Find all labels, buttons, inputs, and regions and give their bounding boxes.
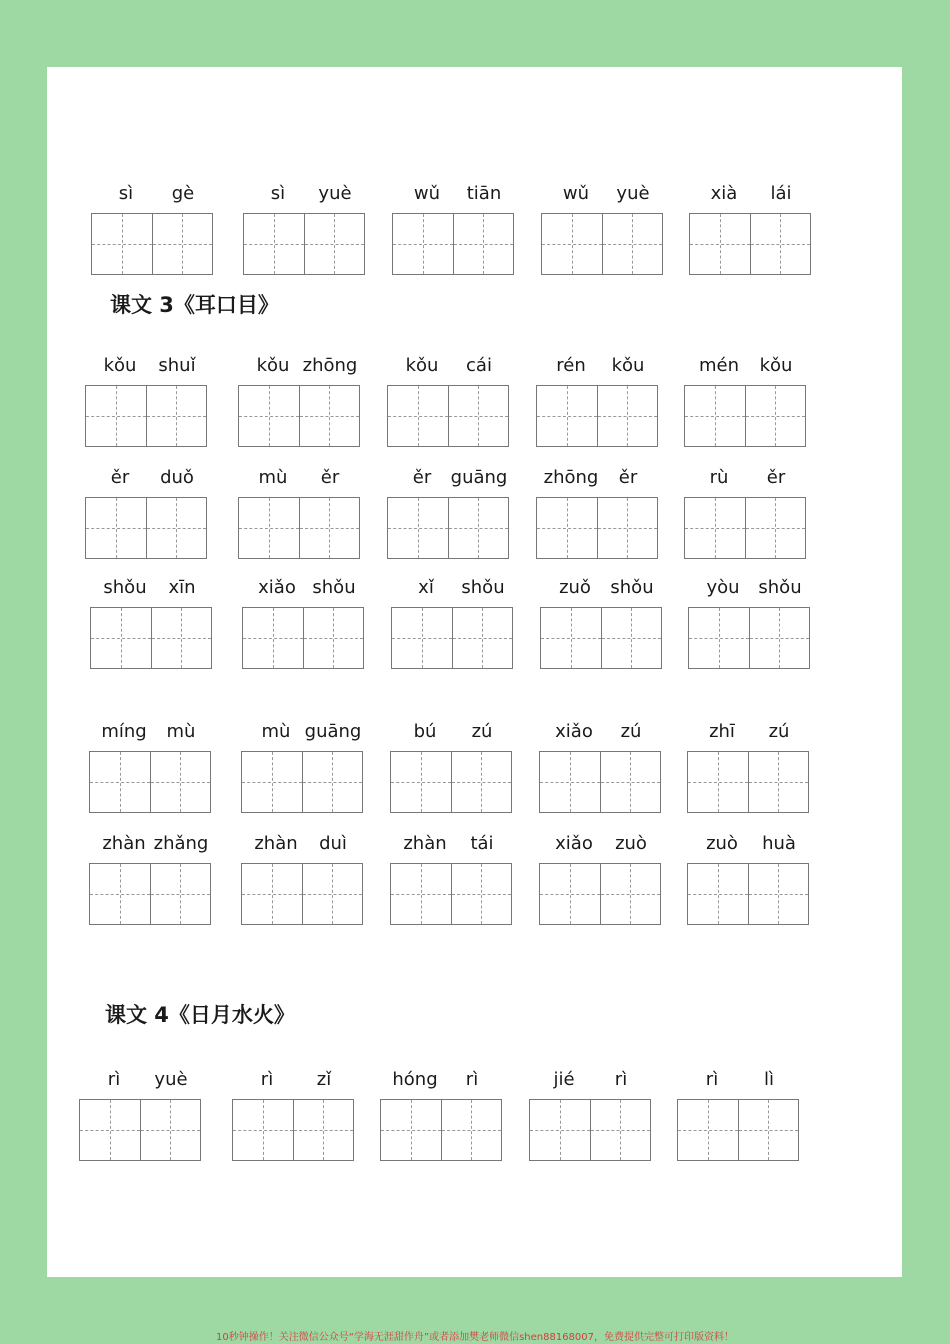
writing-cell[interactable] <box>242 864 302 924</box>
word-writing-box <box>540 575 662 667</box>
writing-cell[interactable] <box>91 608 151 668</box>
pinyin-syllable: kǒu <box>405 355 439 376</box>
pinyin-syllable: ěr <box>766 467 786 488</box>
pinyin-syllable: rén <box>556 355 586 376</box>
writing-cell[interactable] <box>590 1100 651 1160</box>
pinyin-syllable: zuò <box>706 833 738 854</box>
writing-cell[interactable] <box>92 214 152 274</box>
writing-cell[interactable] <box>242 752 302 812</box>
pinyin-syllable: zhī <box>709 721 735 742</box>
writing-cell[interactable] <box>388 498 448 558</box>
word-writing-box <box>79 1067 201 1159</box>
pinyin-syllable: zuǒ <box>559 577 591 598</box>
writing-cell[interactable] <box>302 864 363 924</box>
pinyin-syllable: zhàn <box>102 833 146 854</box>
pinyin-syllable: huà <box>762 833 796 854</box>
worksheet-page <box>47 67 902 1277</box>
pinyin-syllable: mén <box>698 355 740 376</box>
pinyin-syllable: rì <box>705 1069 719 1090</box>
tianzige-grid <box>238 385 360 447</box>
pinyin-syllable: mù <box>258 467 288 488</box>
tianzige-grid <box>89 863 211 925</box>
writing-cell[interactable] <box>689 608 749 668</box>
writing-cell[interactable] <box>750 214 811 274</box>
writing-cell[interactable] <box>299 386 360 446</box>
word-writing-box <box>529 1067 651 1159</box>
pinyin-syllable: yuè <box>318 183 352 204</box>
pinyin-syllable: yòu <box>706 577 740 598</box>
tianzige-grid <box>540 607 662 669</box>
writing-cell[interactable] <box>239 386 299 446</box>
writing-cell[interactable] <box>597 498 658 558</box>
tianzige-grid <box>380 1099 502 1161</box>
writing-cell[interactable] <box>745 386 806 446</box>
pinyin-syllable: bú <box>413 721 437 742</box>
pinyin-syllable: ěr <box>320 467 340 488</box>
writing-cell[interactable] <box>537 498 597 558</box>
pinyin-syllable: hóng <box>392 1069 438 1090</box>
pinyin-syllable: ěr <box>618 467 638 488</box>
tianzige-grid <box>391 607 513 669</box>
writing-cell[interactable] <box>392 608 452 668</box>
writing-cell[interactable] <box>302 752 363 812</box>
word-writing-box <box>536 465 658 557</box>
writing-cell[interactable] <box>441 1100 502 1160</box>
word-writing-box <box>85 353 207 445</box>
pinyin-syllable: yuè <box>616 183 650 204</box>
word-writing-box <box>684 465 806 557</box>
pinyin-syllable: zú <box>768 721 790 742</box>
writing-cell[interactable] <box>151 608 212 668</box>
word-writing-box <box>687 831 809 923</box>
word-writing-box <box>677 1067 799 1159</box>
pinyin-syllable: duǒ <box>160 467 194 488</box>
writing-cell[interactable] <box>688 864 748 924</box>
pinyin-syllable: lái <box>770 183 792 204</box>
tianzige-grid <box>79 1099 201 1161</box>
writing-cell[interactable] <box>540 752 600 812</box>
writing-cell[interactable] <box>451 752 512 812</box>
writing-cell[interactable] <box>146 498 207 558</box>
tianzige-grid <box>687 751 809 813</box>
tianzige-grid <box>539 863 661 925</box>
pinyin-syllable: xiǎo <box>555 833 593 854</box>
pinyin-syllable: mù <box>261 721 291 742</box>
pinyin-syllable: shǒu <box>312 577 356 598</box>
word-writing-box <box>241 719 363 811</box>
tianzige-grid <box>90 607 212 669</box>
pinyin-syllable: míng <box>101 721 147 742</box>
writing-cell[interactable] <box>745 498 806 558</box>
tianzige-grid <box>85 497 207 559</box>
writing-cell[interactable] <box>748 752 809 812</box>
writing-cell[interactable] <box>304 214 365 274</box>
tianzige-grid <box>677 1099 799 1161</box>
writing-cell[interactable] <box>233 1100 293 1160</box>
tianzige-grid <box>241 863 363 925</box>
writing-cell[interactable] <box>738 1100 799 1160</box>
pinyin-syllable: kǒu <box>256 355 290 376</box>
pinyin-syllable: jié <box>553 1069 575 1090</box>
writing-cell[interactable] <box>678 1100 738 1160</box>
writing-cell[interactable] <box>90 752 150 812</box>
pinyin-syllable: zú <box>471 721 493 742</box>
tianzige-grid <box>687 863 809 925</box>
pinyin-syllable: xiǎo <box>555 721 593 742</box>
tianzige-grid <box>688 607 810 669</box>
pinyin-syllable: yuè <box>154 1069 188 1090</box>
pinyin-syllable: zǐ <box>316 1069 332 1090</box>
writing-cell[interactable] <box>86 498 146 558</box>
pinyin-syllable: wǔ <box>413 183 441 204</box>
pinyin-syllable: kǒu <box>759 355 793 376</box>
pinyin-syllable: zhàn <box>254 833 298 854</box>
writing-cell[interactable] <box>448 386 509 446</box>
writing-cell[interactable] <box>448 498 509 558</box>
writing-cell[interactable] <box>391 864 451 924</box>
tianzige-grid <box>91 213 213 275</box>
pinyin-syllable: zuò <box>615 833 647 854</box>
tianzige-grid <box>390 751 512 813</box>
writing-cell[interactable] <box>388 386 448 446</box>
word-writing-box <box>684 353 806 445</box>
tianzige-grid <box>89 751 211 813</box>
writing-cell[interactable] <box>90 864 150 924</box>
word-writing-box <box>243 181 365 273</box>
tianzige-grid <box>242 607 364 669</box>
pinyin-syllable: kǒu <box>103 355 137 376</box>
writing-cell[interactable] <box>600 864 661 924</box>
word-writing-box <box>390 719 512 811</box>
word-writing-box <box>387 353 509 445</box>
tianzige-grid <box>243 213 365 275</box>
section-title-lesson-4: 课文 4《日月水火》 <box>105 1003 295 1027</box>
writing-cell[interactable] <box>600 752 661 812</box>
writing-cell[interactable] <box>530 1100 590 1160</box>
pinyin-syllable: sì <box>118 183 134 204</box>
writing-cell[interactable] <box>391 752 451 812</box>
writing-cell[interactable] <box>243 608 303 668</box>
footer-note: 10秒钟操作！关注微信公众号“学海无涯甜作舟”或者添加樊老师微信shen88168007，免费提供完整可打印版资料！ <box>215 1332 735 1343</box>
writing-cell[interactable] <box>299 498 360 558</box>
word-writing-box <box>238 465 360 557</box>
pinyin-syllable: tiān <box>466 183 502 204</box>
writing-cell[interactable] <box>393 214 453 274</box>
writing-cell[interactable] <box>86 386 146 446</box>
word-writing-box <box>391 575 513 667</box>
pinyin-syllable: rì <box>614 1069 628 1090</box>
word-writing-box <box>85 465 207 557</box>
pinyin-syllable: zhōng <box>302 355 358 376</box>
pinyin-syllable: mù <box>166 721 196 742</box>
pinyin-syllable: guāng <box>450 467 508 488</box>
pinyin-syllable: ěr <box>412 467 432 488</box>
writing-cell[interactable] <box>690 214 750 274</box>
writing-cell[interactable] <box>453 214 514 274</box>
section-title-lesson-3: 课文 3《耳口目》 <box>110 293 279 317</box>
tianzige-grid <box>232 1099 354 1161</box>
pinyin-syllable: sì <box>270 183 286 204</box>
writing-cell[interactable] <box>150 864 211 924</box>
tianzige-grid <box>85 385 207 447</box>
pinyin-syllable: ěr <box>110 467 130 488</box>
pinyin-syllable: lì <box>763 1069 775 1090</box>
writing-cell[interactable] <box>239 498 299 558</box>
word-writing-box <box>689 181 811 273</box>
pinyin-syllable: guāng <box>304 721 362 742</box>
tianzige-grid <box>684 497 806 559</box>
pinyin-syllable: zhǎng <box>153 833 209 854</box>
writing-cell[interactable] <box>688 752 748 812</box>
pinyin-syllable: gè <box>171 183 195 204</box>
pinyin-syllable: tái <box>470 833 494 854</box>
pinyin-syllable: xǐ <box>418 577 434 598</box>
word-writing-box <box>536 353 658 445</box>
pinyin-syllable: shǒu <box>461 577 505 598</box>
writing-cell[interactable] <box>244 214 304 274</box>
pinyin-syllable: xià <box>710 183 738 204</box>
writing-cell[interactable] <box>537 386 597 446</box>
word-writing-box <box>89 831 211 923</box>
pinyin-syllable: shuǐ <box>158 355 196 376</box>
word-writing-box <box>688 575 810 667</box>
word-writing-box <box>90 575 212 667</box>
word-writing-box <box>687 719 809 811</box>
writing-cell[interactable] <box>597 386 658 446</box>
writing-cell[interactable] <box>540 864 600 924</box>
word-writing-box <box>232 1067 354 1159</box>
writing-cell[interactable] <box>152 214 213 274</box>
writing-cell[interactable] <box>80 1100 140 1160</box>
tianzige-grid <box>541 213 663 275</box>
writing-cell[interactable] <box>451 864 512 924</box>
writing-cell[interactable] <box>602 214 663 274</box>
tianzige-grid <box>536 385 658 447</box>
writing-cell[interactable] <box>303 608 364 668</box>
writing-cell[interactable] <box>140 1100 201 1160</box>
pinyin-syllable: zhàn <box>403 833 447 854</box>
pinyin-syllable: xīn <box>168 577 196 598</box>
pinyin-syllable: zú <box>620 721 642 742</box>
pinyin-syllable: cái <box>466 355 492 376</box>
tianzige-grid <box>390 863 512 925</box>
pinyin-syllable: rù <box>709 467 729 488</box>
pinyin-syllable: zhōng <box>543 467 599 488</box>
tianzige-grid <box>689 213 811 275</box>
word-writing-box <box>392 181 514 273</box>
tianzige-grid <box>387 497 509 559</box>
word-writing-box <box>541 181 663 273</box>
writing-cell[interactable] <box>601 608 662 668</box>
writing-cell[interactable] <box>541 608 601 668</box>
tianzige-grid <box>536 497 658 559</box>
tianzige-grid <box>529 1099 651 1161</box>
writing-cell[interactable] <box>749 608 810 668</box>
writing-cell[interactable] <box>748 864 809 924</box>
tianzige-grid <box>684 385 806 447</box>
writing-cell[interactable] <box>146 386 207 446</box>
tianzige-grid <box>387 385 509 447</box>
word-writing-box <box>387 465 509 557</box>
word-writing-box <box>539 719 661 811</box>
pinyin-syllable: wǔ <box>562 183 590 204</box>
word-writing-box <box>390 831 512 923</box>
word-writing-box <box>241 831 363 923</box>
word-writing-box <box>238 353 360 445</box>
pinyin-syllable: shǒu <box>610 577 654 598</box>
pinyin-syllable: rì <box>107 1069 121 1090</box>
writing-cell[interactable] <box>542 214 602 274</box>
writing-cell[interactable] <box>150 752 211 812</box>
writing-cell[interactable] <box>293 1100 354 1160</box>
pinyin-syllable: kǒu <box>611 355 645 376</box>
writing-cell[interactable] <box>452 608 513 668</box>
word-writing-box <box>89 719 211 811</box>
pinyin-syllable: shǒu <box>758 577 802 598</box>
pinyin-syllable: duì <box>319 833 347 854</box>
writing-cell[interactable] <box>685 498 745 558</box>
pinyin-syllable: rì <box>260 1069 274 1090</box>
word-writing-box <box>242 575 364 667</box>
pinyin-syllable: rì <box>465 1069 479 1090</box>
tianzige-grid <box>238 497 360 559</box>
tianzige-grid <box>392 213 514 275</box>
pinyin-syllable: xiǎo <box>258 577 296 598</box>
writing-cell[interactable] <box>381 1100 441 1160</box>
tianzige-grid <box>539 751 661 813</box>
tianzige-grid <box>241 751 363 813</box>
word-writing-box <box>91 181 213 273</box>
word-writing-box <box>380 1067 502 1159</box>
pinyin-syllable: shǒu <box>103 577 147 598</box>
writing-cell[interactable] <box>685 386 745 446</box>
word-writing-box <box>539 831 661 923</box>
